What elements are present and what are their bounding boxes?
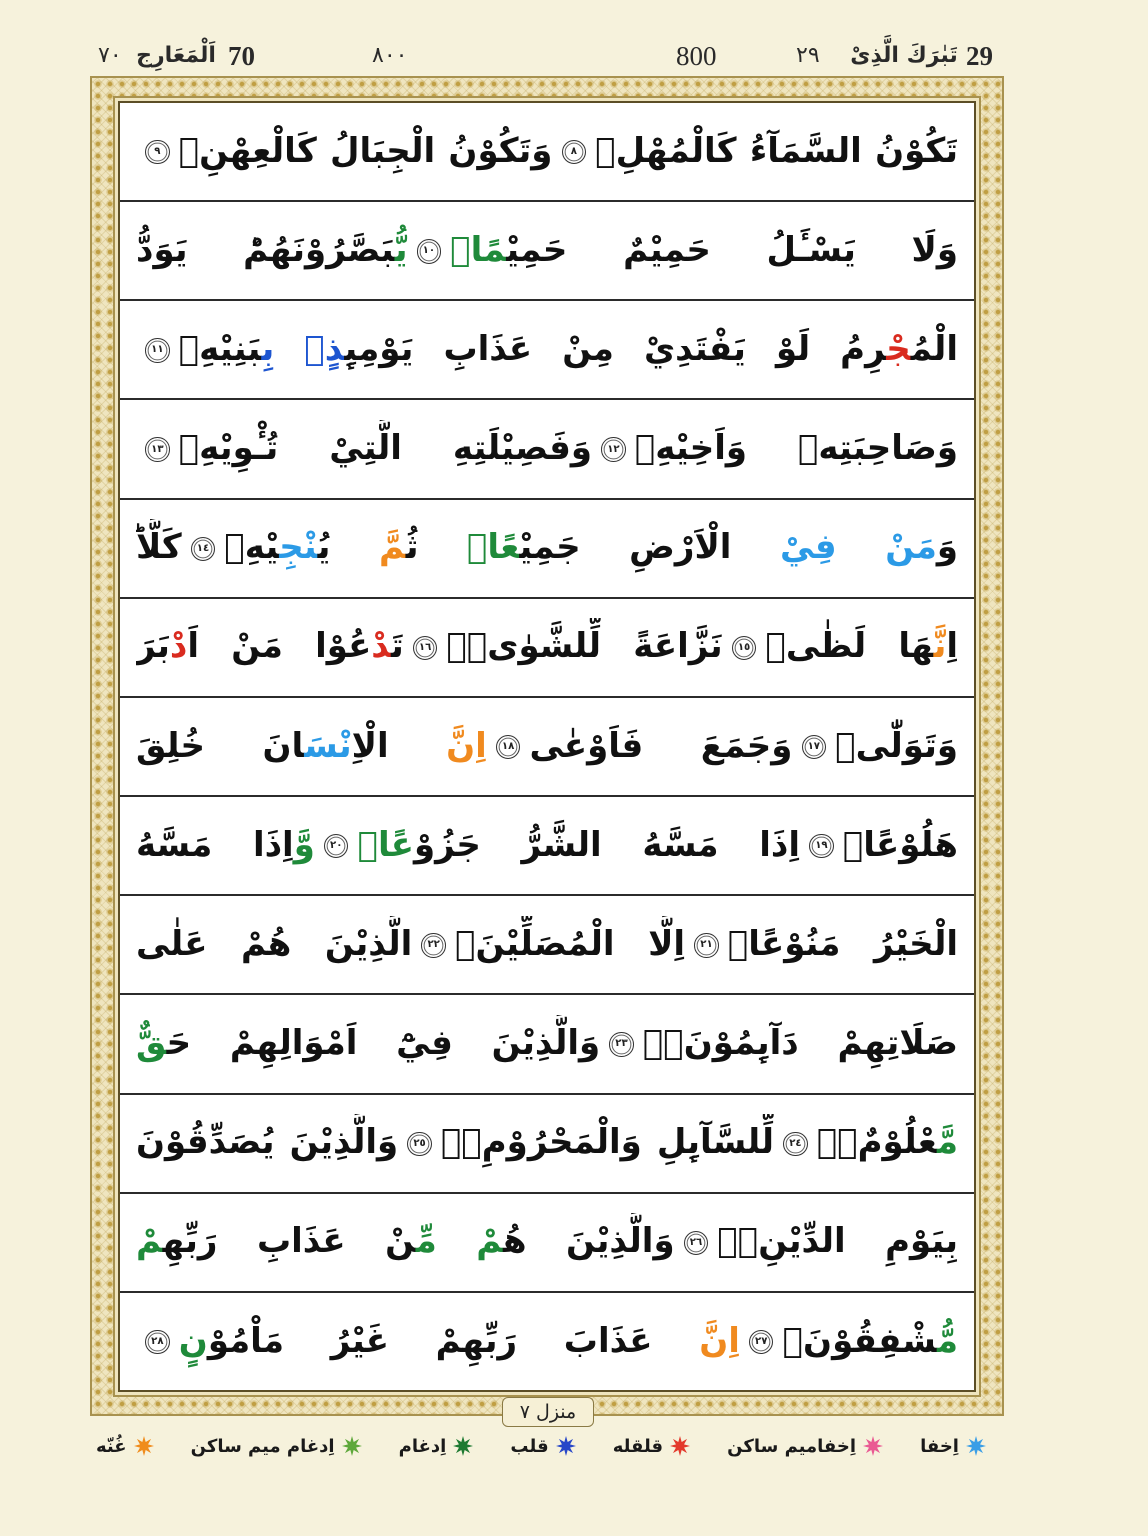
tajweed-colored-text: عًاۙ [467, 527, 520, 568]
mushaf-line [120, 301, 974, 400]
manzil-label: منزل ٧ [502, 1397, 594, 1427]
ayah-number-marker: ١٦ [413, 636, 437, 660]
verse-text: رِمُ لَوْ يَفْتَدِيْ مِنْ عَذَابِ يَوْمِىِٕ [344, 328, 887, 369]
tajweed-colored-text: ذٍۭ بِ [261, 328, 345, 369]
tajweed-colored-text: جْ [886, 328, 911, 369]
tajweed-colored-text: نٍ [178, 1320, 208, 1361]
ayah-number-marker: ١٠ [417, 239, 441, 263]
verse-text: اِذَا مَسَّهُ [136, 824, 294, 865]
tajweed-colored-text: دْ [169, 626, 188, 667]
verse-text: اِ [946, 626, 958, 667]
verse-text: بَصَّرُوْنَهُمْؕ يَوَدُّ [136, 229, 395, 270]
surah-number: 70 [228, 41, 255, 71]
verse-text: هَلُوْعًاۙ [842, 824, 958, 865]
line-text [136, 916, 958, 974]
tajweed-colored-text: مَّ [936, 1122, 958, 1163]
verse-text: وَجَمَعَ فَاَوْعٰى [529, 725, 793, 766]
mushaf-line [120, 599, 974, 698]
legend-item-idgham-meem-sakin [191, 1436, 362, 1457]
legend-item-ikhfa [920, 1436, 986, 1457]
tajweed-colored-text: اِنَّ [446, 725, 487, 766]
star-icon [670, 1436, 690, 1456]
tajweed-colored-text: دْ [371, 626, 391, 667]
mushaf-line [120, 797, 974, 896]
star-icon [453, 1436, 473, 1456]
verse-text: تَكُوْنُ السَّمَآءُ كَالْمُهْلِۙ [595, 130, 958, 171]
verse-text: هَا لَظٰىۙ [765, 626, 934, 667]
verse-text: نَزَّاعَةً لِّلشَّوٰىۚۖ [446, 626, 723, 667]
star-icon [556, 1436, 576, 1456]
verse-text: اِلَّا الْمُصَلِّيْنَۙ [455, 923, 686, 964]
tajweed-colored-text: مْ مِّ [415, 1221, 503, 1262]
ayah-number-marker: ٢١ [694, 933, 718, 957]
surah-name: اَلْمَعَارِج [136, 43, 216, 68]
star-icon [342, 1436, 362, 1456]
juz-name: تَبٰرَكَ الَّذِىْ [850, 43, 958, 68]
verse-text: وَصَاحِبَتِهٖ وَاَخِيْهِۙ [634, 428, 958, 469]
legend-label: غُنّه [96, 1435, 127, 1457]
verse-text: اِذَا مَسَّهُ الشَّرُّ جَزُوْ [414, 824, 801, 865]
verse-text: صَلَاتِهِمْ دَآىِٕمُوْنَۙۖ [642, 1023, 958, 1064]
mushaf-line [120, 698, 974, 797]
line-text [136, 618, 958, 676]
ayah-number-marker: ٢٠ [324, 834, 348, 858]
star-icon [863, 1436, 883, 1456]
line-text [136, 321, 958, 379]
tajweed-colored-text: نْسَ [304, 725, 352, 766]
verse-text: يْهِۙ [224, 527, 280, 568]
legend-label: اِدغام میم ساکن [190, 1435, 335, 1457]
ayah-number-marker: ١٢ [601, 437, 625, 461]
mushaf-line [120, 400, 974, 499]
ayah-number-marker: ١١ [145, 338, 169, 362]
verse-text: ثُ [405, 527, 468, 568]
page-number-arabic: ٨٠٠ [372, 43, 408, 68]
line-text [136, 420, 958, 478]
verse-text: وَتَكُوْنُ الْجِبَالُ كَالْعِهْنِۙ [178, 130, 553, 171]
legend-item-ghunna [96, 1436, 154, 1457]
legend-label: اِدغام [398, 1435, 447, 1457]
tajweed-colored-text: وَّ [293, 824, 315, 865]
tajweed-colored-text: يُّ [394, 229, 408, 270]
ayah-number-marker: ٨ [562, 140, 586, 164]
line-text [136, 1313, 958, 1371]
verse-text: وَالَّذِيْنَ يُصَدِّقُوْنَ [136, 1122, 399, 1163]
tajweed-colored-text: عًاۙ [357, 824, 415, 865]
mushaf-line [120, 896, 974, 995]
verse-text: وَالَّذِيْنَ هُ [502, 1221, 675, 1262]
ayah-number-marker: ١٤ [191, 537, 215, 561]
ayah-number-marker: ٢٦ [684, 1231, 708, 1255]
mushaf-line [120, 995, 974, 1094]
legend-label: قلب [510, 1435, 549, 1457]
legend-item-ikhfa-meem-sakin [727, 1436, 883, 1457]
tajweed-colored-text: مْ [136, 1221, 163, 1262]
tajweed-colored-text: مُّ [936, 1320, 958, 1361]
verse-text: كَلَّاؕ [136, 527, 182, 568]
verse-text: نْ عَذَابِ رَبِّهِ [162, 1221, 416, 1262]
verse-text: عَذَابَ رَبِّهِمْ غَيْرُ مَاْمُوْ [207, 1320, 700, 1361]
ayah-number-marker: ٢٨ [145, 1330, 169, 1354]
tajweed-colored-text: مًاۚ [450, 229, 507, 270]
verse-text: بَرَ [136, 626, 170, 667]
verse-text: الْاِ [351, 725, 447, 766]
page-number: 800 [676, 41, 717, 71]
line-text [136, 1015, 958, 1073]
verse-text: يُ [317, 527, 380, 568]
verse-text: الْمُ [910, 328, 958, 369]
verse-text: الَّذِيْنَ هُمْ عَلٰى [136, 923, 413, 964]
tajweed-colored-text: قٌّ [136, 1023, 167, 1064]
line-text [136, 718, 958, 776]
verse-text: عُوْا مَنْ اَ [187, 626, 372, 667]
mushaf-line [120, 1293, 974, 1390]
star-icon [966, 1436, 986, 1456]
legend-item-iqlab [510, 1436, 575, 1457]
ayah-number-marker: ١٧ [802, 735, 826, 759]
verse-text: وَلَا يَسْـَٔلُ حَمِيْمٌ حَمِيْ [506, 229, 958, 270]
ayah-number-marker: ١٨ [496, 735, 520, 759]
juz-number-arabic: ٢٩ [796, 43, 820, 68]
surah-number-arabic: ٧٠ [98, 43, 122, 68]
verse-text: وَالَّذِيْنَ فِيْٓ اَمْوَالِهِمْ حَ [166, 1023, 601, 1064]
verse-text: الْخَيْرُ مَنُوْعًاۙ [727, 923, 958, 964]
tajweed-colored-text: نَّ [933, 626, 947, 667]
text-panel [118, 101, 976, 1392]
verse-text: وَ [936, 527, 958, 568]
ayah-number-marker: ٢٢ [421, 933, 445, 957]
mushaf-line [120, 1194, 974, 1293]
ornamental-frame [90, 76, 1004, 1416]
legend-label: اِخفا [920, 1435, 959, 1457]
verse-text: شْفِقُوْنَۚ [782, 1320, 937, 1361]
legend-label: اِخفامیم ساکن [727, 1435, 857, 1457]
tajweed-colored-text: مَنْ فِيْ [780, 527, 937, 568]
tajweed-legend [96, 1430, 986, 1462]
ayah-number-marker: ١٣ [145, 437, 169, 461]
legend-item-qalqala [613, 1436, 690, 1457]
line-text [136, 519, 958, 577]
ayah-number-marker: ٩ [145, 140, 169, 164]
verse-text: انَ خُلِقَ [136, 725, 305, 766]
ayah-number-marker: ٢٥ [407, 1132, 431, 1156]
tajweed-colored-text: مَّ [379, 527, 406, 568]
ayah-number-marker: ٢٧ [749, 1330, 773, 1354]
star-icon [134, 1436, 154, 1456]
verse-text: بِيَوْمِ الدِّيْنِۙۖ [717, 1221, 958, 1262]
tajweed-colored-text: اِنَّ [699, 1320, 740, 1361]
legend-item-idgham [399, 1436, 474, 1457]
mushaf-line [120, 202, 974, 301]
ayah-number-marker: ١٩ [809, 834, 833, 858]
ayah-number-marker: ٢٣ [609, 1032, 633, 1056]
line-text [136, 123, 958, 181]
line-text [136, 222, 958, 280]
mushaf-line [120, 500, 974, 599]
line-text [136, 817, 958, 875]
verse-text: وَتَوَلّٰىۙ [835, 725, 958, 766]
tajweed-colored-text: نْجِ [279, 527, 318, 568]
line-text [136, 1213, 958, 1271]
ayah-number-marker: ١٥ [732, 636, 756, 660]
ayah-number-marker: ٢٤ [783, 1132, 807, 1156]
verse-text: الْاَرْضِ جَمِيْ [519, 527, 780, 568]
legend-label: قلقله [612, 1435, 664, 1457]
verse-text: تَ [390, 626, 404, 667]
verse-text: وَفَصِيْلَتِهِ الَّتِيْ تُـْٔوِيْهِۙ [178, 428, 593, 469]
verse-text: عْلُوْمٌۙۖ [816, 1122, 937, 1163]
verse-text: بَنِيْهِۙ [178, 328, 262, 369]
mushaf-line [120, 1095, 974, 1194]
juz-number: 29 [966, 41, 993, 71]
verse-text: لِّلسَّآىِٕلِ وَالْمَحْرُوْمِۙۖ [440, 1122, 775, 1163]
mushaf-line [120, 103, 974, 202]
line-text [136, 1114, 958, 1172]
